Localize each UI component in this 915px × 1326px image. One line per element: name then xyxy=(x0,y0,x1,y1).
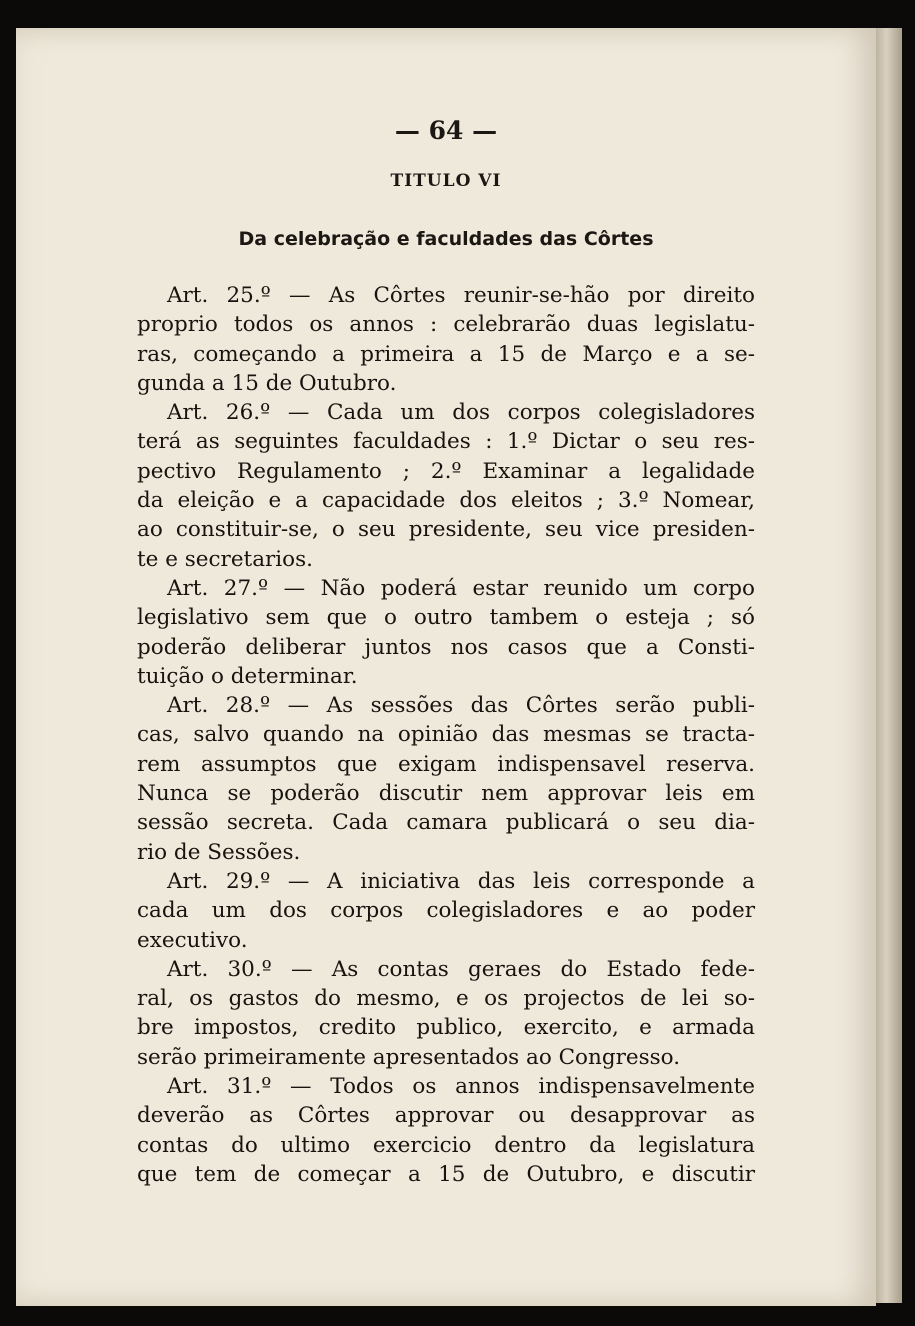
section-title: TITULO VI xyxy=(390,171,502,191)
text-line: contas do ultimo exercicio dentro da legislatura xyxy=(137,1132,755,1158)
text-line: sessão secreta. Cada camara publicará o seu dia- xyxy=(137,810,755,836)
text-line: pectivo Regulamento ; 2.º Examinar a legalidade xyxy=(137,458,755,484)
text-line: proprio todos os annos : celebrarão duas legislatu- xyxy=(137,312,755,338)
text-line: Art. 27.º — Não poderá estar reunido um corpo xyxy=(167,575,755,601)
text-line: executivo. xyxy=(137,927,248,953)
text-line: rem assumptos que exigam indispensavel reserva. xyxy=(137,751,755,777)
text-line: te e secretarios. xyxy=(137,546,313,572)
text-line: cada um dos corpos colegisladores e ao poder xyxy=(137,898,755,924)
text-line: tuição o determinar. xyxy=(137,663,358,689)
document-page xyxy=(16,28,876,1306)
book-spine xyxy=(876,28,902,1303)
text-line: poderão deliberar juntos nos casos que a Consti- xyxy=(137,634,755,660)
text-line: terá as seguintes faculdades : 1.º Dictar o seu res- xyxy=(137,429,755,455)
text-line: legislativo sem que o outro tambem o esteja ; só xyxy=(137,605,755,631)
body-text xyxy=(137,281,755,1189)
text-line: ras, começando a primeira a 15 de Março e a se- xyxy=(137,341,755,367)
text-line: deverão as Côrtes approvar ou desapprovar as xyxy=(137,1103,755,1129)
text-line: ral, os gastos do mesmo, e os projectos de lei so- xyxy=(137,986,755,1012)
text-line: bre impostos, credito publico, exercito, e armada xyxy=(137,1015,755,1041)
text-line: Art. 29.º — A iniciativa das leis corresponde a xyxy=(167,868,755,894)
text-line: Art. 28.º — As sessões das Côrtes serão publi- xyxy=(167,693,755,719)
section-subtitle: Da celebração e faculdades das Côrtes xyxy=(238,228,654,250)
text-line: gunda a 15 de Outubro. xyxy=(137,370,397,396)
text-line: Art. 31.º — Todos os annos indispensavelmente xyxy=(167,1074,755,1100)
text-line: que tem de começar a 15 de Outubro, e discutir xyxy=(137,1161,755,1187)
text-line: da eleição e a capacidade dos eleitos ; 3.º Nomear, xyxy=(137,488,755,514)
page-number: — 64 — xyxy=(394,116,498,145)
text-line: cas, salvo quando na opinião das mesmas se tracta- xyxy=(137,722,755,748)
text-line: serão primeiramente apresentados ao Congresso. xyxy=(137,1044,681,1070)
text-line: rio de Sessões. xyxy=(137,839,301,865)
text-line: ao constituir-se, o seu presidente, seu vice presiden- xyxy=(137,517,755,543)
text-line: Art. 30.º — As contas geraes do Estado fede- xyxy=(167,956,755,982)
text-line: Nunca se poderão discutir nem approvar leis em xyxy=(137,781,755,807)
text-line: Art. 26.º — Cada um dos corpos colegisladores xyxy=(167,400,755,426)
text-line: Art. 25.º — As Côrtes reunir-se-hão por direito xyxy=(167,283,755,308)
